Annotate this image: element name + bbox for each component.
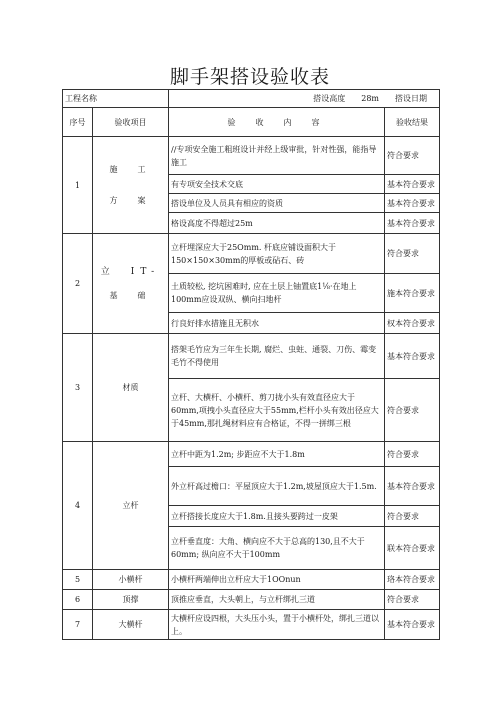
- content-cell: 土质较松, 挖坑困难时, 应在土层上铀置底1⅛·在地上100mm应设双纵、横向扫地杆: [169, 274, 385, 313]
- project-header-row: [63, 90, 440, 108]
- col-result-header: 验收结果: [385, 108, 440, 137]
- content-cell: 外立杆高过檐口：平屋顶应大于1.2m,坡屋顶应大于1.5m.: [169, 467, 385, 506]
- col-seq-header: 序号: [63, 108, 93, 137]
- col-content-header: 验 收 内 容: [169, 108, 385, 137]
- content-cell: ∕∕专项安全施工粗班设计并经上级审批，针对性强，能指导施工: [169, 137, 385, 175]
- seq-cell: 7: [63, 610, 93, 640]
- result-cell: 符合要求: [385, 379, 440, 442]
- content-cell: 立杆搭接长度应大于1.8m.且接头要跨过一皮架: [169, 506, 385, 527]
- result-cell: 符合要求: [385, 137, 440, 175]
- result-cell: 基本符合要求: [385, 467, 440, 506]
- result-cell: 符合要求: [385, 590, 440, 610]
- result-cell: 权本符合要求: [385, 313, 440, 334]
- seq-cell: 3: [63, 334, 93, 442]
- column-header-row: [63, 108, 440, 137]
- item-cell: [93, 334, 169, 442]
- result-cell: 基本符合要求: [385, 334, 440, 379]
- result-cell: 施本符合要求: [385, 274, 440, 313]
- content-cell: 立杆埋深应大于25Omm. 杆底应铺设面积大于150×150×30mm的厚板或砧石、砖: [169, 234, 385, 274]
- content-cell: 大横杆应设四根，大头压小头，置于小横杆处，绑扎三道以上。: [169, 610, 385, 640]
- table-row: [63, 137, 440, 175]
- acceptance-table: [62, 89, 440, 640]
- result-cell: 符合要求: [385, 442, 440, 467]
- content-cell: 搭设单位及人员具有相应的资质: [169, 194, 385, 213]
- item-cell: [93, 442, 169, 570]
- item-cell: [93, 570, 169, 590]
- result-cell: 基本符合要求: [385, 213, 440, 234]
- content-cell: 立杆垂直度：大角、横向应不大于总高的130,且不大于60mm; 纵向应不大于100mm: [169, 527, 385, 570]
- item-label: 顶撑: [122, 595, 139, 604]
- item-label: 施 工: [109, 165, 152, 174]
- project-info-cell: [169, 90, 440, 108]
- seq-cell: 2: [63, 234, 93, 334]
- item-label: 立杆: [122, 501, 139, 510]
- result-cell: 符合要求: [385, 234, 440, 274]
- content-cell: 有专项安全技术交底: [169, 175, 385, 194]
- item-label: 大横杆: [118, 620, 143, 629]
- result-cell: 符合要求: [385, 506, 440, 527]
- result-cell: 基本符合要求: [385, 175, 440, 194]
- result-cell: 珞本符合要求: [385, 570, 440, 590]
- content-cell: 立杆中距为1.2m; 步距应不大于1.8m: [169, 442, 385, 467]
- content-cell: 立杆、大横杆、小横杆、剪刀拢小头有效直径应大于60mm,项拽小头直径应大于55mm,栏杆小头有效出径应大于45mm,那扎绳材料应有合格证，不得一拼绑三根: [169, 379, 385, 442]
- item-label: 方 案: [109, 196, 152, 205]
- item-label: 基 础: [109, 290, 152, 300]
- item-label: 立 IT-: [100, 266, 161, 277]
- height-value: 28m: [361, 94, 380, 103]
- project-name-label: 工程名称: [65, 94, 97, 103]
- result-cell: 基本符合要求: [385, 610, 440, 640]
- seq-cell: 1: [63, 137, 93, 234]
- project-name-label-cell: [63, 90, 169, 108]
- table-row: [63, 590, 440, 610]
- content-cell: 小横杆两端伸出立杆应大于1OOnun: [169, 570, 385, 590]
- item-cell: [93, 234, 169, 334]
- table-row: [63, 334, 440, 379]
- date-label: 搭设日期: [395, 94, 428, 103]
- seq-cell: 6: [63, 590, 93, 610]
- result-cell: 基本符合要求: [385, 194, 440, 213]
- col-item-header: 验收项目: [93, 108, 169, 137]
- seq-cell: 5: [63, 570, 93, 590]
- page-title: 脚手架搭设验收表: [169, 66, 330, 88]
- item-cell: [93, 590, 169, 610]
- content-cell: 格设高度不得超过25m: [169, 213, 385, 234]
- content-cell: 顶推应垂直，大头朝上，与立杆绑扎三道: [169, 590, 385, 610]
- seq-cell: 4: [63, 442, 93, 570]
- content-cell: 搭架毛竹应为三年生长期, 腐烂、虫蛀、通裂、刀伤、霉变毛竹不得使用: [169, 334, 385, 379]
- table-row: [63, 570, 440, 590]
- item-label: 材质: [122, 383, 139, 392]
- item-label: 小横杆: [118, 575, 143, 584]
- item-cell: [93, 137, 169, 234]
- table-row: [63, 442, 440, 467]
- result-cell: 联本符合要求: [385, 527, 440, 570]
- item-cell: [93, 610, 169, 640]
- content-cell: 行良好排水措施且无积水: [169, 313, 385, 334]
- height-label: 搭设高度: [313, 94, 346, 103]
- table-row: [63, 610, 440, 640]
- table-row: [63, 234, 440, 274]
